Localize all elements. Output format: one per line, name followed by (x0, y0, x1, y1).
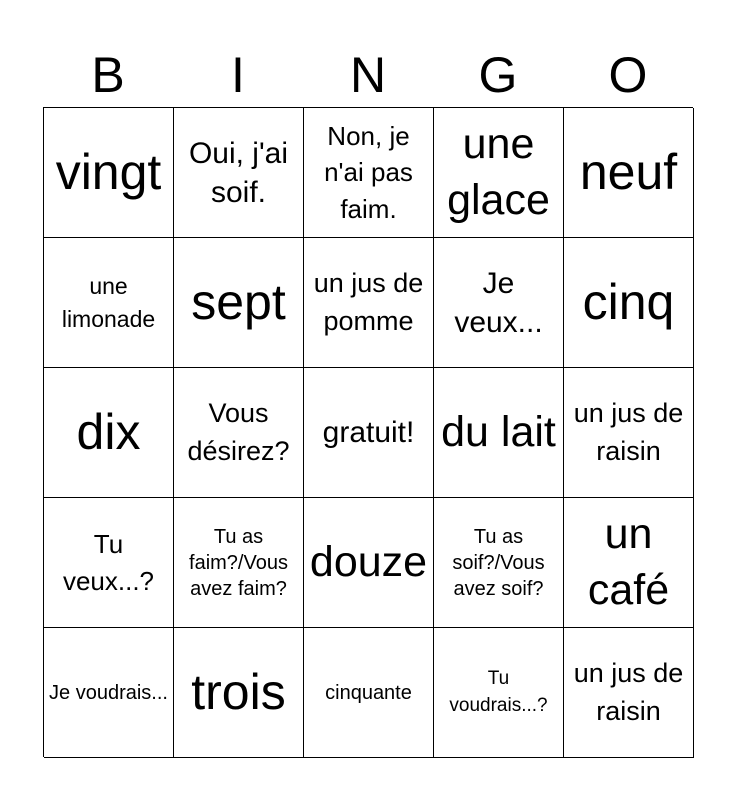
bingo-cell[interactable] (434, 498, 564, 628)
header-letter-b: B (91, 47, 125, 103)
cell-text: sept (191, 274, 286, 330)
bingo-cell[interactable] (304, 498, 434, 628)
cell-text: neuf (579, 144, 678, 200)
cell-text: gratuit! (322, 416, 415, 449)
bingo-cell[interactable] (434, 368, 564, 498)
bingo-cell[interactable] (304, 238, 434, 368)
bingo-cell[interactable] (44, 108, 174, 238)
cell-text: cinq (582, 274, 675, 330)
cell-text: Oui, j'ai soif. (188, 136, 289, 209)
cell-text: Je veux... (454, 266, 543, 339)
cell-text: Tu voudrais...? (449, 667, 548, 716)
cell-text: une limonade (61, 273, 156, 332)
cell-text: une glace (447, 119, 550, 224)
bingo-cell[interactable] (304, 628, 434, 758)
bingo-cell[interactable] (564, 108, 694, 238)
cell-text: un jus de raisin (573, 657, 684, 726)
cell-text: un jus de pomme (313, 267, 424, 336)
bingo-cell[interactable] (174, 498, 304, 628)
cell-text: Non, je n'ai pas faim. (324, 120, 413, 224)
bingo-cell[interactable] (564, 498, 694, 628)
bingo-cell[interactable] (174, 108, 304, 238)
cell-text: Vous désirez? (187, 397, 290, 466)
cell-text: douze (309, 537, 428, 586)
cell-text: Tu as faim?/Vous avez faim? (189, 525, 288, 600)
bingo-cell[interactable] (174, 628, 304, 758)
bingo-grid (43, 107, 693, 757)
bingo-cell[interactable] (44, 498, 174, 628)
cell-text: Tu as soif?/Vous avez soif? (452, 525, 545, 600)
cell-text: du lait (441, 407, 556, 456)
bingo-cell[interactable] (174, 238, 304, 368)
header-letter-i: I (231, 47, 245, 103)
cell-text: Je voudrais... (49, 681, 168, 704)
bingo-cell[interactable] (434, 628, 564, 758)
bingo-cell[interactable] (44, 368, 174, 498)
header-letter-o: O (608, 47, 648, 103)
header-letter-n: N (349, 47, 387, 103)
bingo-header (43, 42, 693, 108)
bingo-cell[interactable] (564, 238, 694, 368)
cell-text: trois (191, 664, 286, 720)
bingo-cell[interactable] (44, 238, 174, 368)
bingo-cell[interactable] (564, 368, 694, 498)
cell-text: dix (76, 404, 141, 460)
cell-text: cinquante (325, 681, 412, 704)
cell-text: un café (587, 509, 670, 614)
bingo-cell[interactable] (44, 628, 174, 758)
cell-text: un jus de raisin (573, 397, 684, 466)
bingo-cell[interactable] (304, 108, 434, 238)
bingo-cell[interactable] (304, 368, 434, 498)
cell-text: Tu veux...? (62, 529, 155, 596)
bingo-cell[interactable] (174, 368, 304, 498)
header-letter-g: G (478, 47, 518, 103)
bingo-cell[interactable] (564, 628, 694, 758)
cell-text: vingt (55, 144, 162, 200)
bingo-cell[interactable] (434, 238, 564, 368)
bingo-cell[interactable] (434, 108, 564, 238)
